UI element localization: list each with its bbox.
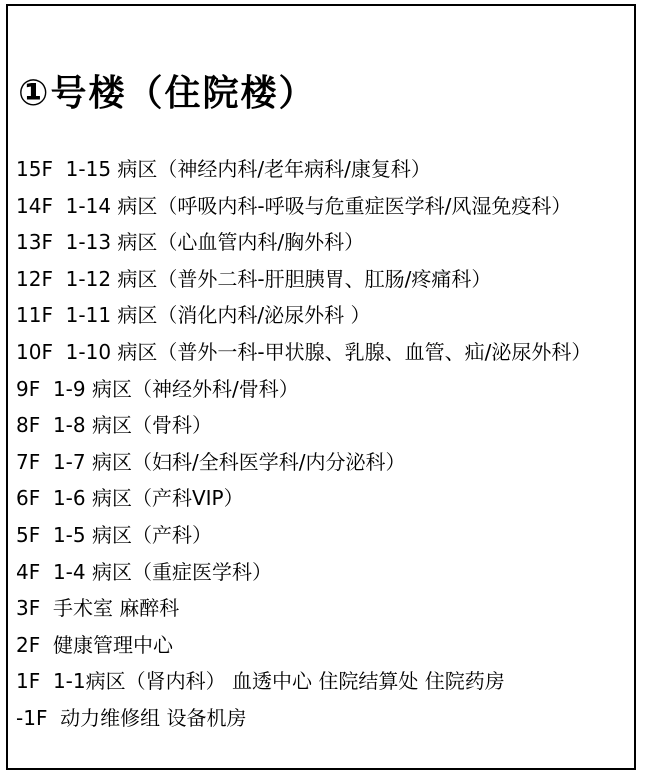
floor-level: 1F xyxy=(16,669,41,694)
floor-row-14f xyxy=(16,193,634,220)
floor-row-2f xyxy=(16,632,634,659)
floor-detail: 1-13 病区（心血管内科/胸外科） xyxy=(65,230,365,255)
floor-detail: 1-11 病区（消化内科/泌尿外科 ） xyxy=(65,303,371,328)
floor-row-1f xyxy=(16,668,634,695)
floor-row-b1f xyxy=(16,705,634,732)
floor-level: 12F xyxy=(16,266,53,291)
floor-row-10f xyxy=(16,339,634,366)
floor-detail: 1-4 病区（重症医学科） xyxy=(52,559,272,584)
floor-level: 6F xyxy=(16,486,41,511)
floor-list xyxy=(16,156,634,742)
floor-row-9f xyxy=(16,376,634,403)
floor-level: 14F xyxy=(16,193,53,218)
floor-row-5f xyxy=(16,522,634,549)
floor-level: 13F xyxy=(16,230,53,255)
floor-detail: 1-8 病区（骨科） xyxy=(52,413,212,438)
floor-level: 4F xyxy=(16,559,41,584)
floor-row-12f xyxy=(16,266,634,293)
floor-detail: 1-7 病区（妇科/全科医学科/内分泌科） xyxy=(52,449,406,474)
floor-detail: 1-14 病区（呼吸内科-呼吸与危重症医学科/风湿免疫科） xyxy=(65,193,572,218)
floor-level: 15F xyxy=(16,157,53,181)
floor-level: 11F xyxy=(16,303,53,328)
floor-level: 10F xyxy=(16,339,53,364)
floor-detail: 1-15 病区（神经内科/老年病科/康复科） xyxy=(65,157,431,181)
floor-detail: 1-5 病区（产科） xyxy=(52,522,212,547)
floor-detail: 动力维修组 设备机房 xyxy=(60,705,247,730)
floor-detail: 1-6 病区（产科VIP） xyxy=(52,486,244,511)
floor-level: 5F xyxy=(16,522,41,547)
floor-detail: 手术室 麻醉科 xyxy=(52,596,180,621)
building-directory-board xyxy=(6,4,636,770)
floor-detail: 健康管理中心 xyxy=(52,632,173,657)
page-title: ①号楼（住院楼） xyxy=(18,73,317,114)
floor-detail: 1-10 病区（普外一科-甲状腺、乳腺、血管、疝/泌尿外科） xyxy=(65,339,592,364)
floor-level: 2F xyxy=(16,632,41,657)
floor-detail: 1-9 病区（神经外科/骨科） xyxy=(52,376,299,401)
floor-detail: 1-1病区（肾内科） 血透中心 住院结算处 住院药房 xyxy=(52,669,505,694)
floor-row-4f xyxy=(16,559,634,586)
floor-level: -1F xyxy=(16,705,48,730)
floor-row-15f xyxy=(16,156,634,183)
floor-detail: 1-12 病区（普外二科-肝胆胰胃、肛肠/疼痛科） xyxy=(65,266,492,291)
floor-row-13f xyxy=(16,229,634,256)
floor-level: 3F xyxy=(16,596,41,621)
floor-level: 8F xyxy=(16,413,41,438)
floor-level: 9F xyxy=(16,376,41,401)
floor-row-3f xyxy=(16,595,634,622)
floor-level: 7F xyxy=(16,449,41,474)
floor-row-11f xyxy=(16,302,634,329)
floor-row-6f xyxy=(16,485,634,512)
floor-row-7f xyxy=(16,449,634,476)
floor-row-8f xyxy=(16,412,634,439)
